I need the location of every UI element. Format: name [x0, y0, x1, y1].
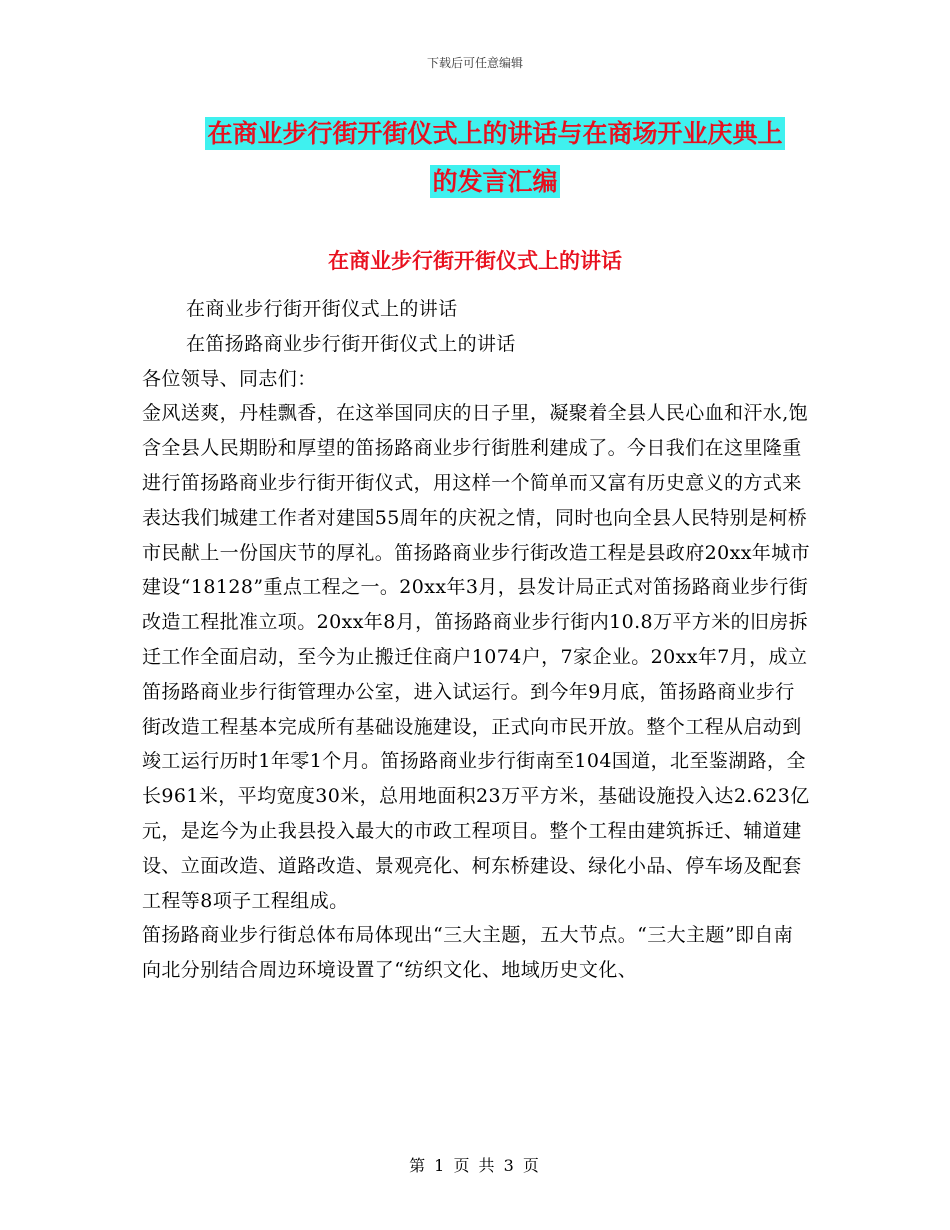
paragraph: 在商业步行街开街仪式上的讲话 [186, 298, 458, 320]
paragraph: 笛扬路商业步行街总体布局体现出“三大主题，五大节点。“三大主题”即自南向北分别结合周边环境设置了“纺织文化、地域历史文化、 [142, 924, 794, 982]
paragraph: 在笛扬路商业步行街开街仪式上的讲话 [186, 332, 516, 355]
salutation: 各位领导、同志们： [142, 367, 317, 390]
page-number: 第 1 页 共 3 页 [409, 1156, 541, 1175]
document-title [150, 110, 840, 206]
page-header-note: 下载后可任意编辑 [426, 56, 523, 70]
document-title-line-1: 在商业步行街开街仪式上的讲话与在商场开业庆典上 [207, 119, 783, 148]
section-heading: 在商业步行街开街仪式上的讲话 [328, 249, 622, 273]
document-body [142, 292, 812, 988]
document-title-line-2: 的发言汇编 [432, 167, 558, 196]
paragraph: 金风送爽，丹桂飘香，在这举国同庆的日子里，凝聚着全县人民心血和汗水,饱含全县人民期盼和厚望的笛扬路商业步行街胜利建成了。今日我们在这里隆重进行笛扬路商业步行街开街仪式，用这样一个简单而又富有历史意义的方式来表达我们城建工作者对建国55周年的庆祝之情，同时也向全县人民特别是柯桥市民献上一份国庆节的厚礼。笛扬路商业步行街改造工程是县政府20xx年城市建设“18128”重点工程之一。20xx年3月，县发计局正式对笛扬路商业步行街改造工程批准立项。20xx年8月，笛扬路商业步行街内10.8万平方米的旧房拆迁工作全面启动，至今为止搬迁住商户1074户，7家企业。20xx年7月，成立笛扬路商业步行街管理办公室，进入试运行。到今年9月底，笛扬路商业步行街改造工程基本完成所有基础设施建设，正式向市民开放。整个工程从启动到竣工运行历时1年零1个月。笛扬路商业步行街南至104国道，北至鉴湖路，全长961米，平均宽度30米，总用地面积23万平方米，基础设施投入达2.623亿元，是迄今为止我县投入最大的市政工程项目。整个工程由建筑拆迁、辅道建设、立面改造、道路改造、景观亮化、柯东桥建设、绿化小品、停车场及配套工程等8项子工程组成。 [142, 402, 811, 912]
